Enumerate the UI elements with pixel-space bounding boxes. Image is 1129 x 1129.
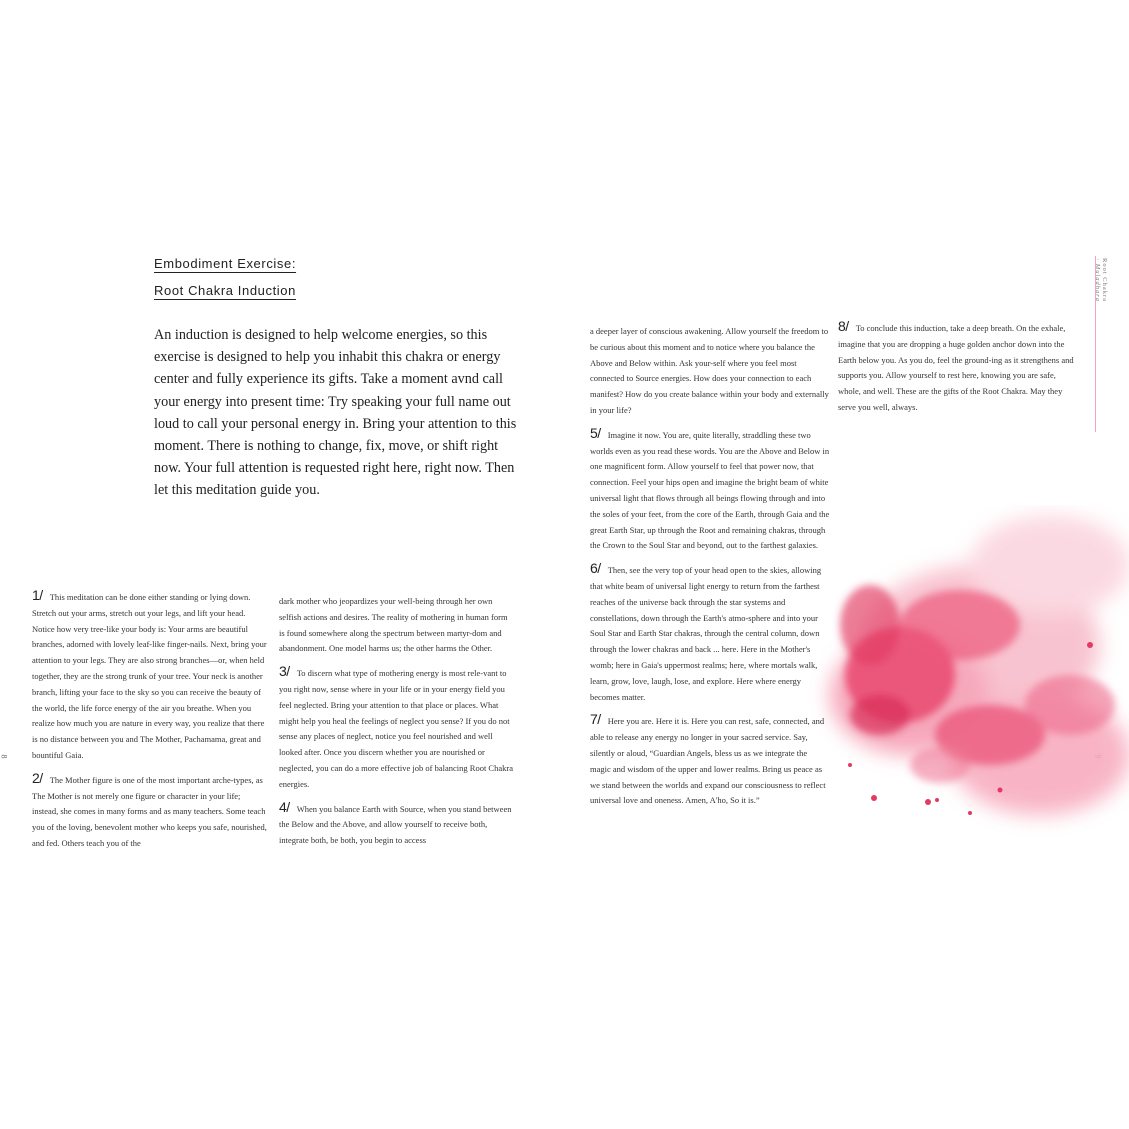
step-4-continued: a deeper layer of conscious awakening. Allow yourself the freedom to be curious about this moment and to notice where you balance the Above and Below within. Ask your-self where you feel most connected to Source energies. How does your connection to each manifest? How do you create balance within your body and externally in your life? [590,326,829,415]
step-number: 1/ [32,587,43,603]
text-column-4 [838,319,1078,416]
step-text: When you balance Earth with Source, when you stand between the Below and the Above, and allow yourself to receive both, integrate both, be both, you begin to access [279,803,512,846]
running-head-subtitle: Muladhara [1094,263,1101,303]
text-column-2 [279,594,515,849]
step-number: 3/ [279,663,290,680]
step-text: To conclude this induction, take a deep breath. On the exhale, imagine that you are dropping a huge golden anchor down into the Earth below you. As you do, feel the ground-ing as it strengthens and supports you. Allow yourself to rest here, knowing you are safe, whole, and well. These are the gifts of the Root Chakra. May they serve you well, always. [838,323,1074,412]
text-column-3 [590,324,830,809]
running-head-right: Root Chakra · Muladhara [1094,258,1108,303]
step-3 [279,664,515,792]
step-4 [279,800,515,849]
step-number: 6/ [590,560,601,577]
step-7 [590,712,830,809]
step-2 [32,771,268,852]
step-number: 5/ [590,424,601,441]
step-number: 2/ [32,769,43,786]
step-text: Here you are. Here it is. Here you can rest, safe, connected, and able to release any energy no longer in your sacred service. Say, silently or aloud, “Guardian Angels, bless us as we integrate the magic and wisdom of the upper and lower realms. Bring us peace as we stand between the worlds and expand our consciousness to reflect universal love and oneness. Amen, A'ho, So it is.” [590,716,826,806]
page-number-left: 8 [0,754,9,759]
intro-paragraph: An induction is designed to help welcome energies, so this exercise is designed to help you inhabit this chakra or energy center and fully experience its gifts. Take a moment avnd call your energy into present time: Try speaking your full name out loud to call your personal energy in. Bring your attention to this moment. There is nothing to change, fix, move, or shift right now. Your full attention is requested right here, right now. Then let this meditation guide you. [154,327,517,499]
running-head-chapter: Root Chakra [1101,258,1108,303]
step-text: To discern what type of mothering energy is most rele-vant to you right now, sense where in your life or in your energy field you feel neglected. Bring your attention to that place or places. What might help you heal the feelings of neglect you sense? If you do not sense any places of neglect, notice you feel nourished and well looked after. Once you discern whether you are nourished or neglected, you can do a more effective job of balancing Root Chakra energies. [279,668,513,789]
step-text: The Mother figure is one of the most important arche-types, as The Mother is not merely one figure or character in your life; instead, she comes in many forms and as many teachers. Some teach you of the loving, benevolent mother who keeps you safe, nourished, and fed. Others teach you of the [32,774,267,848]
step-1 [32,588,268,764]
running-head-left [0,250,10,420]
step-2-continued: dark mother who jeopardizes your well-being through her own selfish actions and desires. The reality of mothering in human form is found somewhere along the spectrum between martyr-dom and abandonment. One model harms us; the other harms the Other. [279,596,508,654]
step-number: 7/ [590,711,601,728]
section-heading-line2: Root Chakra Induction [154,283,296,298]
step-text: This meditation can be done either standing or lying down. Stretch out your arms, stretch out your legs, and lift your head. Notice how very tree-like your body is: Your arms are beautiful branches, adorned with lovely leaf-like finger-nails. Next, bring your attention to your legs. They are also strong branches—or, when held together, they are the strong trunk of your tree. Your neck is another branch, lifting your face to the sky so you can receive the beauty of the world, the life force energy of the air you breathe. When you realize how much you are nature in every way, you realize that there is no distance between you and The Mother, Pachamama, great and bountiful Gaia. [32,592,267,760]
step-number: 4/ [279,798,290,815]
step-text: Then, see the very top of your head open to the skies, allowing that white beam of universal light energy to return from the farthest reaches of the universe back through the star systems and constellations, down through the Earth's atmo-sphere and into your Soul Star and Earth Star chakras, through the central column, down through the lower chakras and back ... here. Here in the Mother's womb; here in Gaia's uppermost realms; here, where mortals walk, learn, grow, love, laugh, lose, and explore. Here where energy becomes matter. [590,565,822,702]
text-column-1 [32,588,268,852]
step-6 [590,561,830,705]
step-8 [838,319,1078,416]
step-text: Imagine it now. You are, quite literally, straddling these two worlds even as you read these words. You are the Above and Below in one magnificent form. Allow yourself to feel that power now, that connection. Feel your hips open and imagine the bright beam of white universal light that flows through all beings flowing through and into the soles of your feet, from the core of the Earth, through Gaia and the great Earth Star, up through the Root and remaining chakras, through the Crown to the Soul Star and beyond, out to the farthest galaxies. [590,429,830,551]
step-number: 8/ [838,318,849,334]
watercolor-splash-image [790,505,1129,865]
section-heading-line1: Embodiment Exercise: [154,256,297,271]
step-5 [590,426,830,554]
